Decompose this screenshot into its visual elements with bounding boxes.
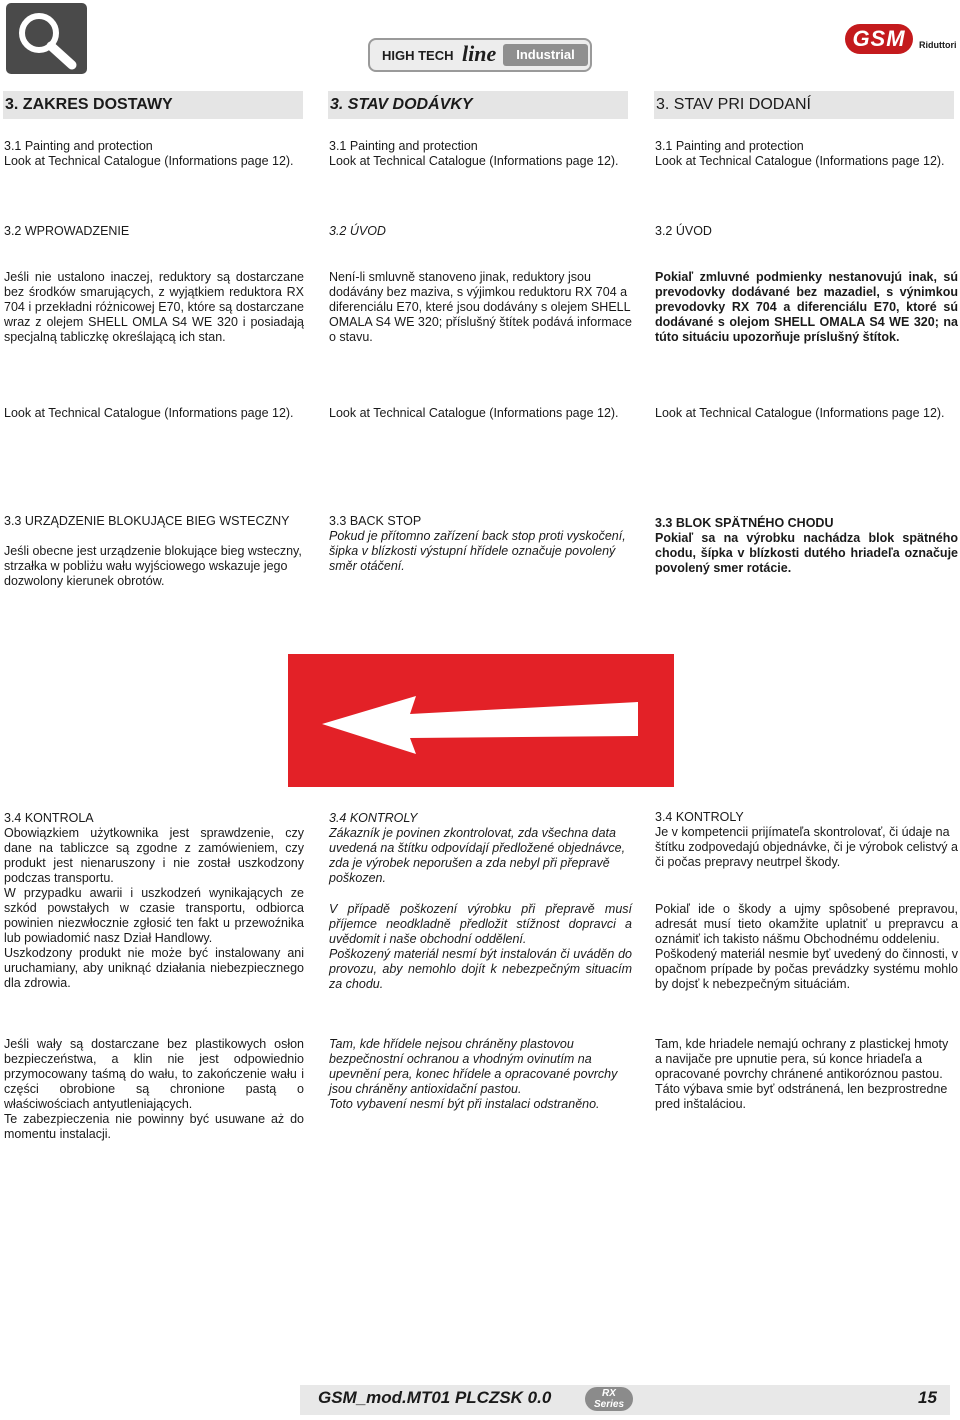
- logo-high-tech: HIGH TECH: [382, 48, 454, 63]
- magnifier-icon: [6, 3, 87, 74]
- col1-s33-body: Jeśli obecne jest urządzenie blokujące bieg wsteczny, strzałka w pobliżu wału wyjściowego wskazuje jego dozwolony kierunek obrotów.: [4, 544, 302, 588]
- col1-s33-title: 3.3 URZĄDZENIE BLOKUJĄCE BIEG WSTECZNY: [4, 514, 290, 528]
- col1-s32-title: 3.2 WPROWADZENIE: [4, 224, 130, 238]
- col2-s33-body: Pokud je přítomno zařízení back stop proti vyskočení, šipka v blízkosti výstupní hřídele označuje povolený směr otáčení.: [329, 529, 626, 573]
- col1-s34-body: Obowiązkiem użytkownika jest sprawdzenie, czy dane na tabliczce są zgodne z zamówieniem, czy produkt jest nienaruszony i nie został uszkodzony podczas transportu. W przypadku awarii i uszkodzeń wynikających ze szkód powstałych w czasie transportu, odbiorca powinien niezwłocznie zgłosić ten fakt u przewoźnika lub powiadomić nasz Dział Handlowy. Uszkodzony produkt nie może być instalowany ani uruchamiany, aby uniknąć działania niebezpiecznego dla zdrowia.: [4, 826, 304, 990]
- col3-s33-body: Pokiaľ sa na výrobku nachádza blok spätného chodu, šípka v blízkosti dutého hriadeľa označuje povolený smer rotácie.: [655, 531, 958, 575]
- logo-industrial: Industrial: [503, 44, 588, 66]
- logo-line: line: [462, 41, 497, 66]
- col1-s34-extra: Jeśli wały są dostarczane bez plastikowych osłon bezpieczeństwa, a klin nie jest odpowiednio przymocowany taśmą do wału, to zakończenie wału i części obrobione są chronione pastą o właściwościach antyutleniających. Te zabezpieczenia nie powinny być usuwane aż do momentu instalacji.: [4, 1037, 304, 1141]
- col2-s34-body2: V případě poškození výrobku při přepravě musí příjemce neodkladně předložit stížnost dopravci a uvědomit i naše obchodní oddělení. Poškozený materiál nesmí být instalován či uváděn do provozu, aby nemohlo dojít k nebezpečným situacím za chodu.: [329, 902, 632, 991]
- page-number: 15: [918, 1388, 937, 1407]
- rx-series-badge: [585, 1387, 633, 1411]
- col3-s34-extra: Tam, kde hriadele nemajú ochrany z plastickej hmoty a navijače pre upnutie pera, sú konce hriadeľa a opracované povrchy chránené antikoróznou pastou. Táto výbava smie byť odstránená, len bezprostredne pred inštaláciou.: [655, 1037, 949, 1111]
- col1-s32-body: Jeśli nie ustalono inaczej, reduktory są dostarczane bez środków smarujących, z wyjątkiem reduktora RX 704 i przekładni różnicowej E70, które są dostarczane wraz z olejem SHELL OMLA S4 WE 320 i posiadają specjalną tabliczkę określającą ich stan.: [4, 270, 304, 344]
- col2-s33-title: 3.3 BACK STOP: [329, 514, 422, 528]
- col3-s32-title: 3.2 ÚVOD: [655, 224, 712, 238]
- badge-rx: RX: [602, 1388, 616, 1399]
- arrow-left-icon: [288, 654, 674, 787]
- brand-suffix: Riduttori: [919, 40, 957, 50]
- rotation-direction-sign: [288, 654, 674, 787]
- col1-heading: 3. ZAKRES DOSTAWY: [3, 91, 303, 119]
- col1-s31: 3.1 Painting and protection Look at Technical Catalogue (Informations page 12).: [4, 139, 294, 168]
- col2-s34-extra: Tam, kde hřídele nejsou chráněny plastovou bezpečnostní ochranou a vhodným ovinutím na upevnění pera, konec hřídele a opracované povrchy jsou chráněny antioxidační pastou. Toto vybavení nesmí být při instalaci odstraněno.: [329, 1037, 618, 1111]
- col2-s32-body: Není-li smluvně stanoveno jinak, reduktory jsou dodávány bez maziva, s výjimkou reduktoru RX 704 a diferenciálu E70, které jsou dodávány s olejem SHELL OMALA S4 WE 320; příslušný štítek podává informace o stavu.: [329, 270, 632, 344]
- gsm-logo: GSM: [845, 24, 913, 54]
- document-code: GSM_mod.MT01 PLCZSK 0.0: [318, 1388, 552, 1407]
- col3-heading: 3. STAV PRI DODANÍ: [654, 91, 954, 119]
- col3-s34-body2: Pokiaľ ide o škody a ujmy spôsobené prepravou, adresát musí tieto okamžite uplatniť u prepravcu a oznámiť ich takisto nášmu Obchodnému oddeleniu. Poškodený materiál nesmie byť uvedený do činnosti, v opačnom prípade by počas prevádzky systému mohlo by dojsť k nebezpečným situáciám.: [655, 902, 958, 991]
- col3-s34-title: 3.4 KONTROLY: [655, 810, 744, 824]
- col3-s33-title: 3.3 BLOK SPÄTNÉHO CHODU: [655, 516, 834, 530]
- col2-s34-title: 3.4 KONTROLY: [329, 811, 418, 825]
- col2-s31: 3.1 Painting and protection Look at Technical Catalogue (Informations page 12).: [329, 139, 619, 168]
- badge-series: Series: [593, 1399, 625, 1410]
- col2-s32-title: 3.2 ÚVOD: [329, 224, 386, 238]
- col3-look: Look at Technical Catalogue (Informations page 12).: [655, 406, 945, 420]
- col1-look: Look at Technical Catalogue (Informations page 12).: [4, 406, 294, 420]
- col2-heading: 3. STAV DODÁVKY: [328, 91, 628, 119]
- col2-look: Look at Technical Catalogue (Informations page 12).: [329, 406, 619, 420]
- col3-s31: 3.1 Painting and protection Look at Technical Catalogue (Informations page 12).: [655, 139, 945, 168]
- col1-s34-title: 3.4 KONTROLA: [4, 811, 94, 825]
- col3-s32-body: Pokiaľ zmluvné podmienky nestanovujú inak, sú prevodovky dodávané bez mazadiel, s výnimkou prevodovky RX 704 a diferenciálu E70, ktoré sú dodávané s olejom SHELL OMALA S4 WE 320; na túto situáciu upozorňuje príslušný štítok.: [655, 270, 958, 344]
- col3-s34-body: Je v kompetencii prijímateľa skontrolovať, či údaje na štítku zodpovedajú objednávke, či je výrobok celistvý a či počas prepravy neutrpel škody.: [655, 825, 958, 869]
- col2-s34-body: Zákazník je povinen zkontrolovat, zda všechna data uvedená na štítku odpovídají předložené objednávce, zda je výrobek neporušen a zda nebyl při přepravě poškozen.: [329, 826, 626, 885]
- high-tech-line-logo: [368, 38, 592, 72]
- search-icon[interactable]: [6, 3, 87, 74]
